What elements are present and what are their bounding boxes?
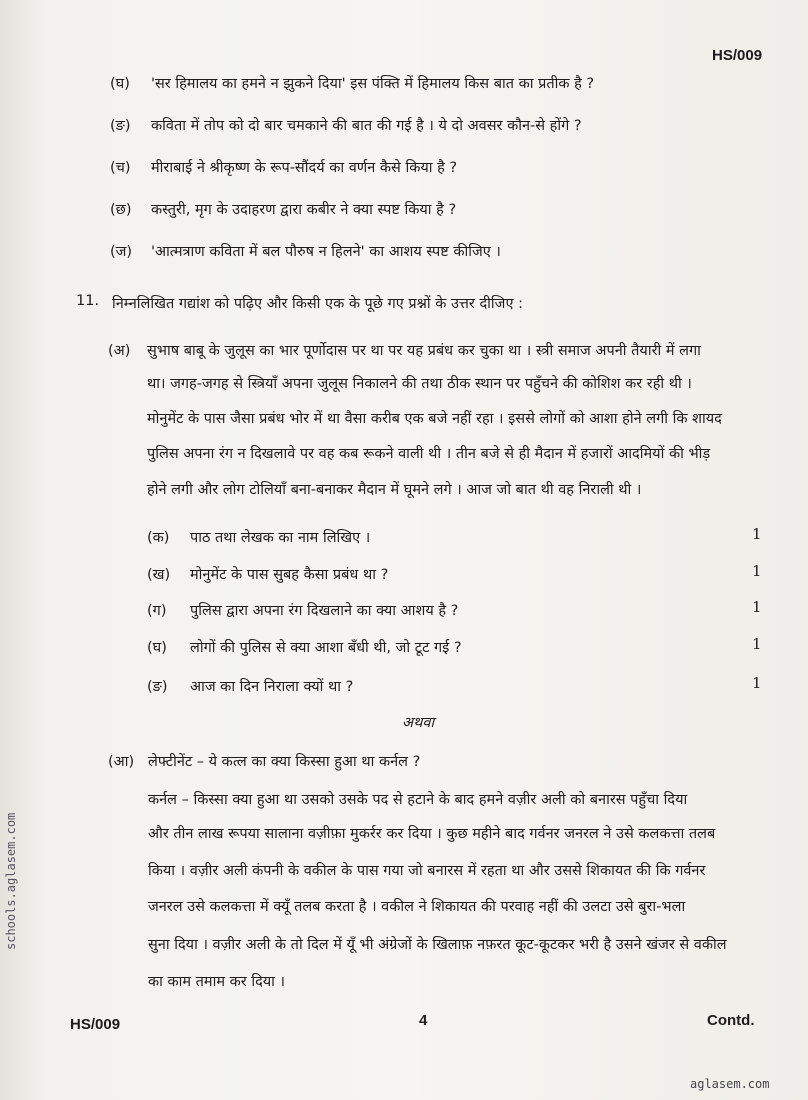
- dialogue-line: लेफ्टीनेंट – ये कत्ल का क्या किस्सा हुआ था कर्नल ?: [148, 754, 421, 770]
- marks: 1: [752, 525, 762, 543]
- marks: 1: [752, 674, 762, 692]
- dialogue-line: और तीन लाख रूपया सालाना वज़ीफ़ा मुकर्रर कर दिया । कुछ महीने बाद गर्वनर जनरल ने उसे कलकत्ता तलब: [148, 826, 716, 842]
- passage-line: सुभाष बाबू के जुलूस का भार पूर्णोदास पर था पर यह प्रबंध कर चुका था । स्त्री समाज अपनी तैयारी में लगा: [147, 343, 701, 359]
- side-watermark: schools.aglasem.com: [4, 812, 18, 950]
- footer-paper-code: HS/009: [70, 1016, 121, 1033]
- marks: 1: [752, 635, 762, 653]
- header-paper-code: HS/009: [712, 47, 763, 64]
- page-number: 4: [419, 1012, 428, 1029]
- sub-question-text: मोनुमेंट के पास सुबह कैसा प्रबंध था ?: [190, 567, 389, 583]
- dialogue-line: जनरल उसे कलकत्ता में क्यूँ तलब करता है । वकील ने शिकायत की परवाह नहीं की उलटा उसे बुरा-भला: [148, 899, 686, 915]
- sub-question-label: (ख): [147, 567, 171, 583]
- sub-question-label: (ग): [147, 603, 167, 619]
- dialogue-line: कर्नल – किस्सा क्या हुआ था उसको उसके पद से हटाने के बाद हमने वज़ीर अली को बनारस पहुँचा दिया: [148, 792, 688, 808]
- dialogue-line: सुना दिया । वज़ीर अली के तो दिल में यूँ भी अंग्रेजों के खिलाफ़ नफ़रत कूट-कूटकर भरी है उसने खंजर से वकील: [148, 937, 727, 953]
- sub-question-text: आज का दिन निराला क्यों था ?: [190, 679, 354, 695]
- sub-question-text: पाठ तथा लेखक का नाम लिखिए ।: [190, 530, 371, 546]
- marks: 1: [752, 562, 762, 580]
- dialogue-line: किया । वज़ीर अली कंपनी के वकील के पास गया जो बनारस में रहता था और उससे शिकायत की कि गर्वनर: [148, 863, 706, 879]
- or-label: अथवा: [402, 715, 435, 731]
- question-instruction: निम्नलिखित गद्यांश को पढ़िए और किसी एक के पूछे गए प्रश्नों के उत्तर दीजिए :: [112, 296, 523, 312]
- q10-item-label: (घ): [110, 76, 130, 92]
- sub-question-label: (क): [147, 530, 170, 546]
- contd-label: Contd.: [707, 1012, 755, 1029]
- sub-question-text: पुलिस द्वारा अपना रंग दिखलाने का क्या आशय है ?: [190, 603, 459, 619]
- q10-item-text: कविता में तोप को दो बार चमकाने की बात की गई है । ये दो अवसर कौन-से होंगे ?: [151, 118, 582, 134]
- sub-question-label: (घ): [147, 640, 167, 656]
- q10-item-text: मीराबाई ने श्रीकृष्ण के रूप-सौंदर्य का वर्णन कैसे किया है ?: [151, 160, 458, 176]
- q10-item-text: 'सर हिमालय का हमने न झुकने दिया' इस पंक्ति में हिमालय किस बात का प्रतीक है ?: [151, 76, 595, 92]
- passage-line: मोनुमेंट के पास जैसा प्रबंध भोर में था वैसा करीब एक बजे नहीं रहा । इससे लोगों को आशा होने लगी कि शायद: [147, 411, 722, 427]
- sub-question-label: (ङ): [147, 679, 168, 695]
- passage-line: पुलिस अपना रंग न दिखलावे पर वह कब रूकने वाली थी । तीन बजे से ही मैदान में हजारों आदमियों की भीड़: [147, 446, 711, 462]
- passage-line: होने लगी और लोग टोलियाँ बना-बनाकर मैदान में घूमने लगे । आज जो बात थी वह निराली थी ।: [147, 482, 642, 498]
- part-a-label: (अ): [108, 343, 131, 359]
- passage-line: था। जगह-जगह से स्त्रियाँ अपना जुलूस निकालने की तथा ठीक स्थान पर पहुँचने की कोशिश कर रही थी ।: [147, 376, 692, 392]
- marks: 1: [752, 598, 762, 616]
- q10-item-label: (च): [110, 160, 131, 176]
- question-number: 11.: [76, 293, 100, 309]
- q10-item-label: (ज): [110, 244, 133, 260]
- q10-item-label: (ङ): [110, 118, 131, 134]
- part-b-label: (आ): [108, 754, 135, 770]
- dialogue-line: का काम तमाम कर दिया ।: [148, 974, 286, 990]
- sub-question-text: लोगों की पुलिस से क्या आशा बँधी थी, जो टूट गई ?: [190, 640, 462, 656]
- corner-watermark: aglasem.com: [690, 1077, 770, 1091]
- q10-item-label: (छ): [110, 202, 132, 218]
- q10-item-text: 'आत्मत्राण कविता में बल पौरुष न हिलने' का आशय स्पष्ट कीजिए ।: [151, 244, 501, 260]
- q10-item-text: कस्तुरी, मृग के उदाहरण द्वारा कबीर ने क्या स्पष्ट किया है ?: [151, 202, 457, 218]
